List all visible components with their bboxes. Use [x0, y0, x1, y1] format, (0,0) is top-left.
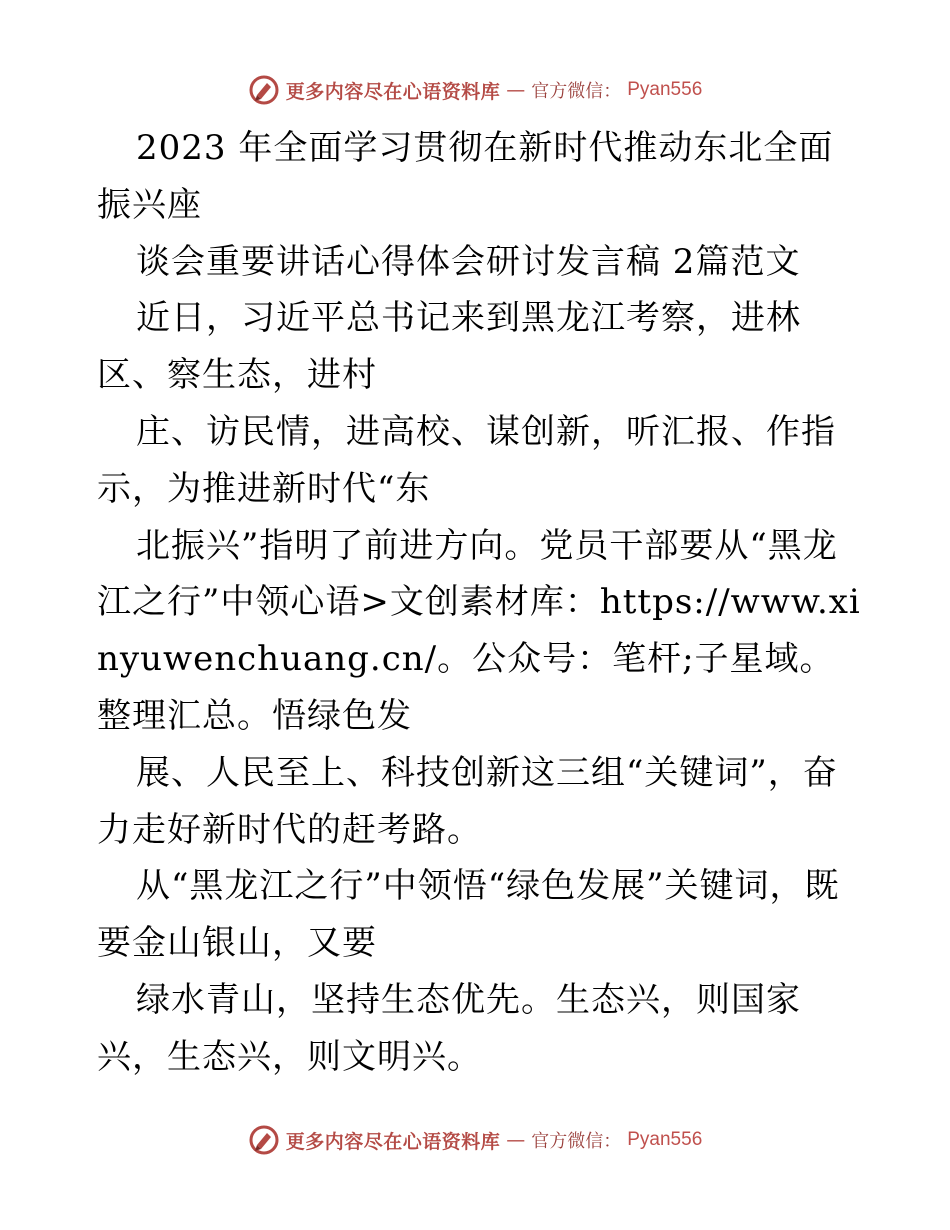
- banner-brand-text: 更多内容尽在心语资料库: [285, 80, 501, 103]
- banner-dash: —: [506, 79, 526, 101]
- footer-watermark-banner: [0, 1120, 950, 1160]
- paragraph: 绿水青山，坚持生态优先。生态兴，则国家兴，生态兴，则文明兴。: [97, 979, 801, 1077]
- brand-logo-icon: [248, 1124, 280, 1156]
- paragraph: 庄、访民情，进高校、谋创新，听汇报、作指示，为推进新时代“东: [97, 411, 836, 509]
- banner-brand-text: 更多内容尽在心语资料库: [285, 1130, 501, 1153]
- header-watermark-banner: [0, 70, 950, 110]
- paragraph: 展、人民至上、科技创新这三组“关键词”，奋力走好新时代的赶考路。: [97, 752, 838, 850]
- paragraph: 近日，习近平总书记来到黑龙江考察，进林区、察生态，进村: [97, 298, 801, 396]
- banner-wechat-label: 官方微信：: [531, 1131, 622, 1152]
- banner-dash: —: [506, 1129, 526, 1151]
- paragraph-title-2: 谈会重要讲话心得体会研讨发言稿 2篇范文: [136, 241, 801, 282]
- paragraph: 北振兴”指明了前进方向。党员干部要从“黑龙江之行”中领心语>文创素材库：https://www.xinyuwenchuang.cn/。公众号：笔杆;子星域。整理汇总。悟绿色发: [97, 525, 861, 736]
- banner-wechat-label: 官方微信：: [531, 81, 622, 102]
- banner-wechat-id: Pyan556: [627, 79, 703, 100]
- paragraph-title-1: 2023 年全面学习贯彻在新时代推动东北全面振兴座: [97, 128, 834, 225]
- document-body: [97, 120, 867, 1086]
- banner-wechat-id: Pyan556: [627, 1129, 703, 1150]
- brand-logo-icon: [248, 74, 280, 106]
- paragraph: 从“黑龙江之行”中领悟“绿色发展”关键词，既要金山银山，又要: [97, 866, 840, 964]
